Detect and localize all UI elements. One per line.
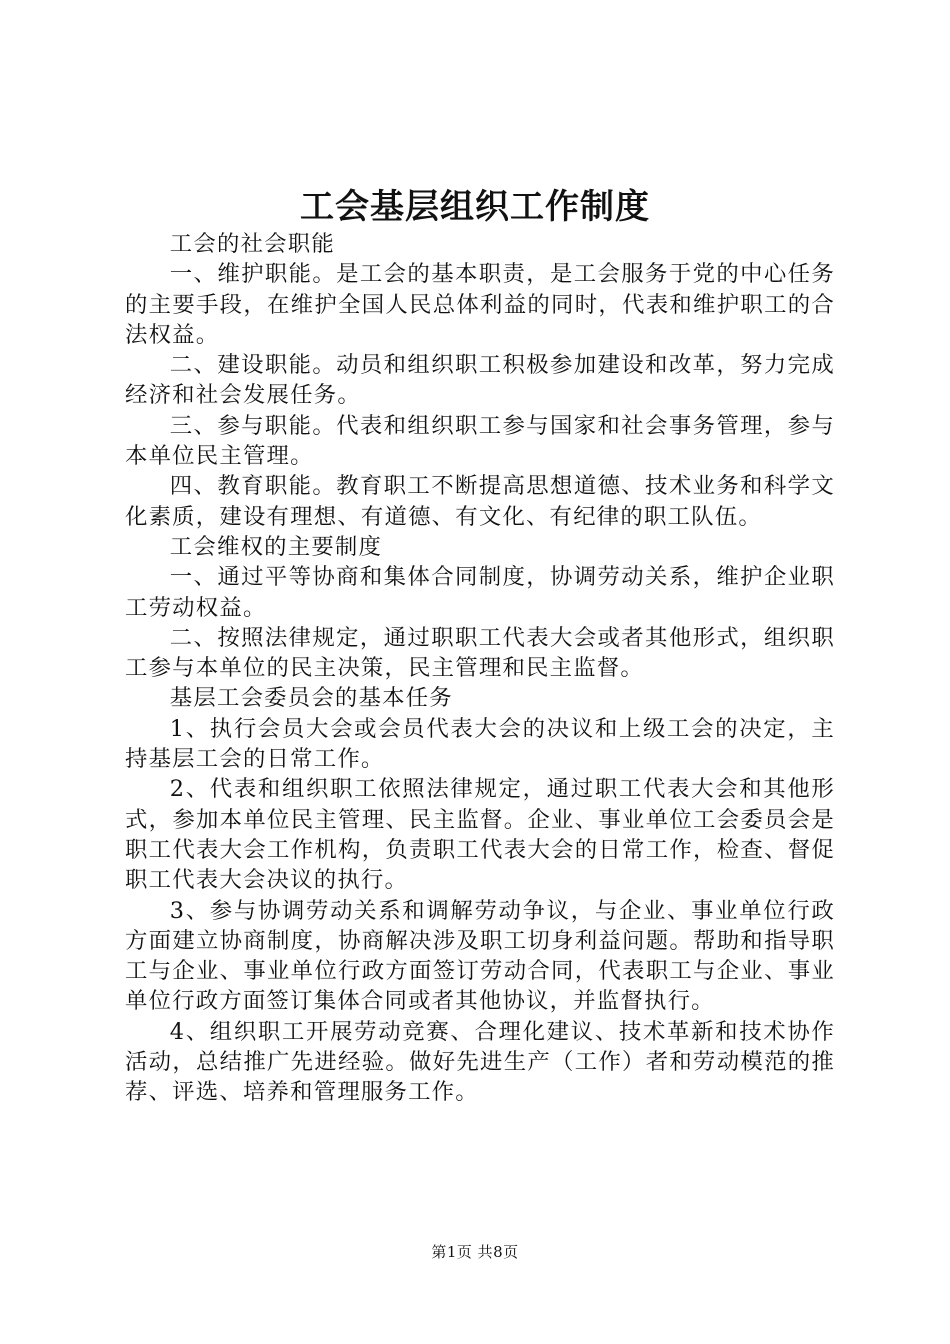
document-title: 工会基层组织工作制度 xyxy=(300,187,650,227)
paragraph: 三、参与职能。代表和组织职工参与国家和社会事务管理，参与本单位民主管理。 xyxy=(125,412,835,470)
paragraph: 四、教育职能。教育职工不断提高思想道德、技术业务和科学文化素质，建设有理想、有道德、有文化、有纪律的职工队伍。 xyxy=(125,473,835,530)
paragraph: 2、代表和组织职工依照法律规定，通过职工代表大会和其他形式，参加本单位民主管理、民主监督。企业、事业单位工会委员会是职工代表大会工作机构，负责职工代表大会的日常工作，检查、督促职工代表大会决议的执行。 xyxy=(125,776,835,894)
page-number: 第1页 共8页 xyxy=(431,1243,519,1261)
paragraph: 3、参与协调劳动关系和调解劳动争议，与企业、事业单位行政方面建立协商制度，协商解决涉及职工切身利益问题。帮助和指导职工与企业、事业单位行政方面签订劳动合同，代表职工与企业、事业单位行政方面签订集体合同或者其他协议，并监督执行。 xyxy=(125,897,835,1015)
paragraph: 1、执行会员大会或会员代表大会的决议和上级工会的决定，主持基层工会的日常工作。 xyxy=(125,715,835,773)
paragraph: 二、按照法律规定，通过职职工代表大会或者其他形式，组织职工参与本单位的民主决策，民主管理和民主监督。 xyxy=(125,624,835,682)
paragraph: 一、通过平等协商和集体合同制度，协调劳动关系，维护企业职工劳动权益。 xyxy=(125,564,835,621)
section-heading-rights-systems: 工会维权的主要制度 xyxy=(169,533,383,560)
paragraph: 4、组织职工开展劳动竞赛、合理化建议、技术革新和技术协作活动，总结推广先进经验。做好先进生产（工作）者和劳动模范的推荐、评选、培养和管理服务工作。 xyxy=(125,1018,835,1106)
paragraph: 一、维护职能。是工会的基本职责，是工会服务于党的中心任务的主要手段，在维护全国人民总体利益的同时，代表和维护职工的合法权益。 xyxy=(125,261,835,348)
paragraph: 二、建设职能。动员和组织职工积极参加建设和改革，努力完成经济和社会发展任务。 xyxy=(125,352,835,409)
section-heading-social-functions: 工会的社会职能 xyxy=(169,231,335,257)
document-body xyxy=(125,229,835,1108)
section-heading-basic-tasks: 基层工会委员会的基本任务 xyxy=(169,685,453,712)
